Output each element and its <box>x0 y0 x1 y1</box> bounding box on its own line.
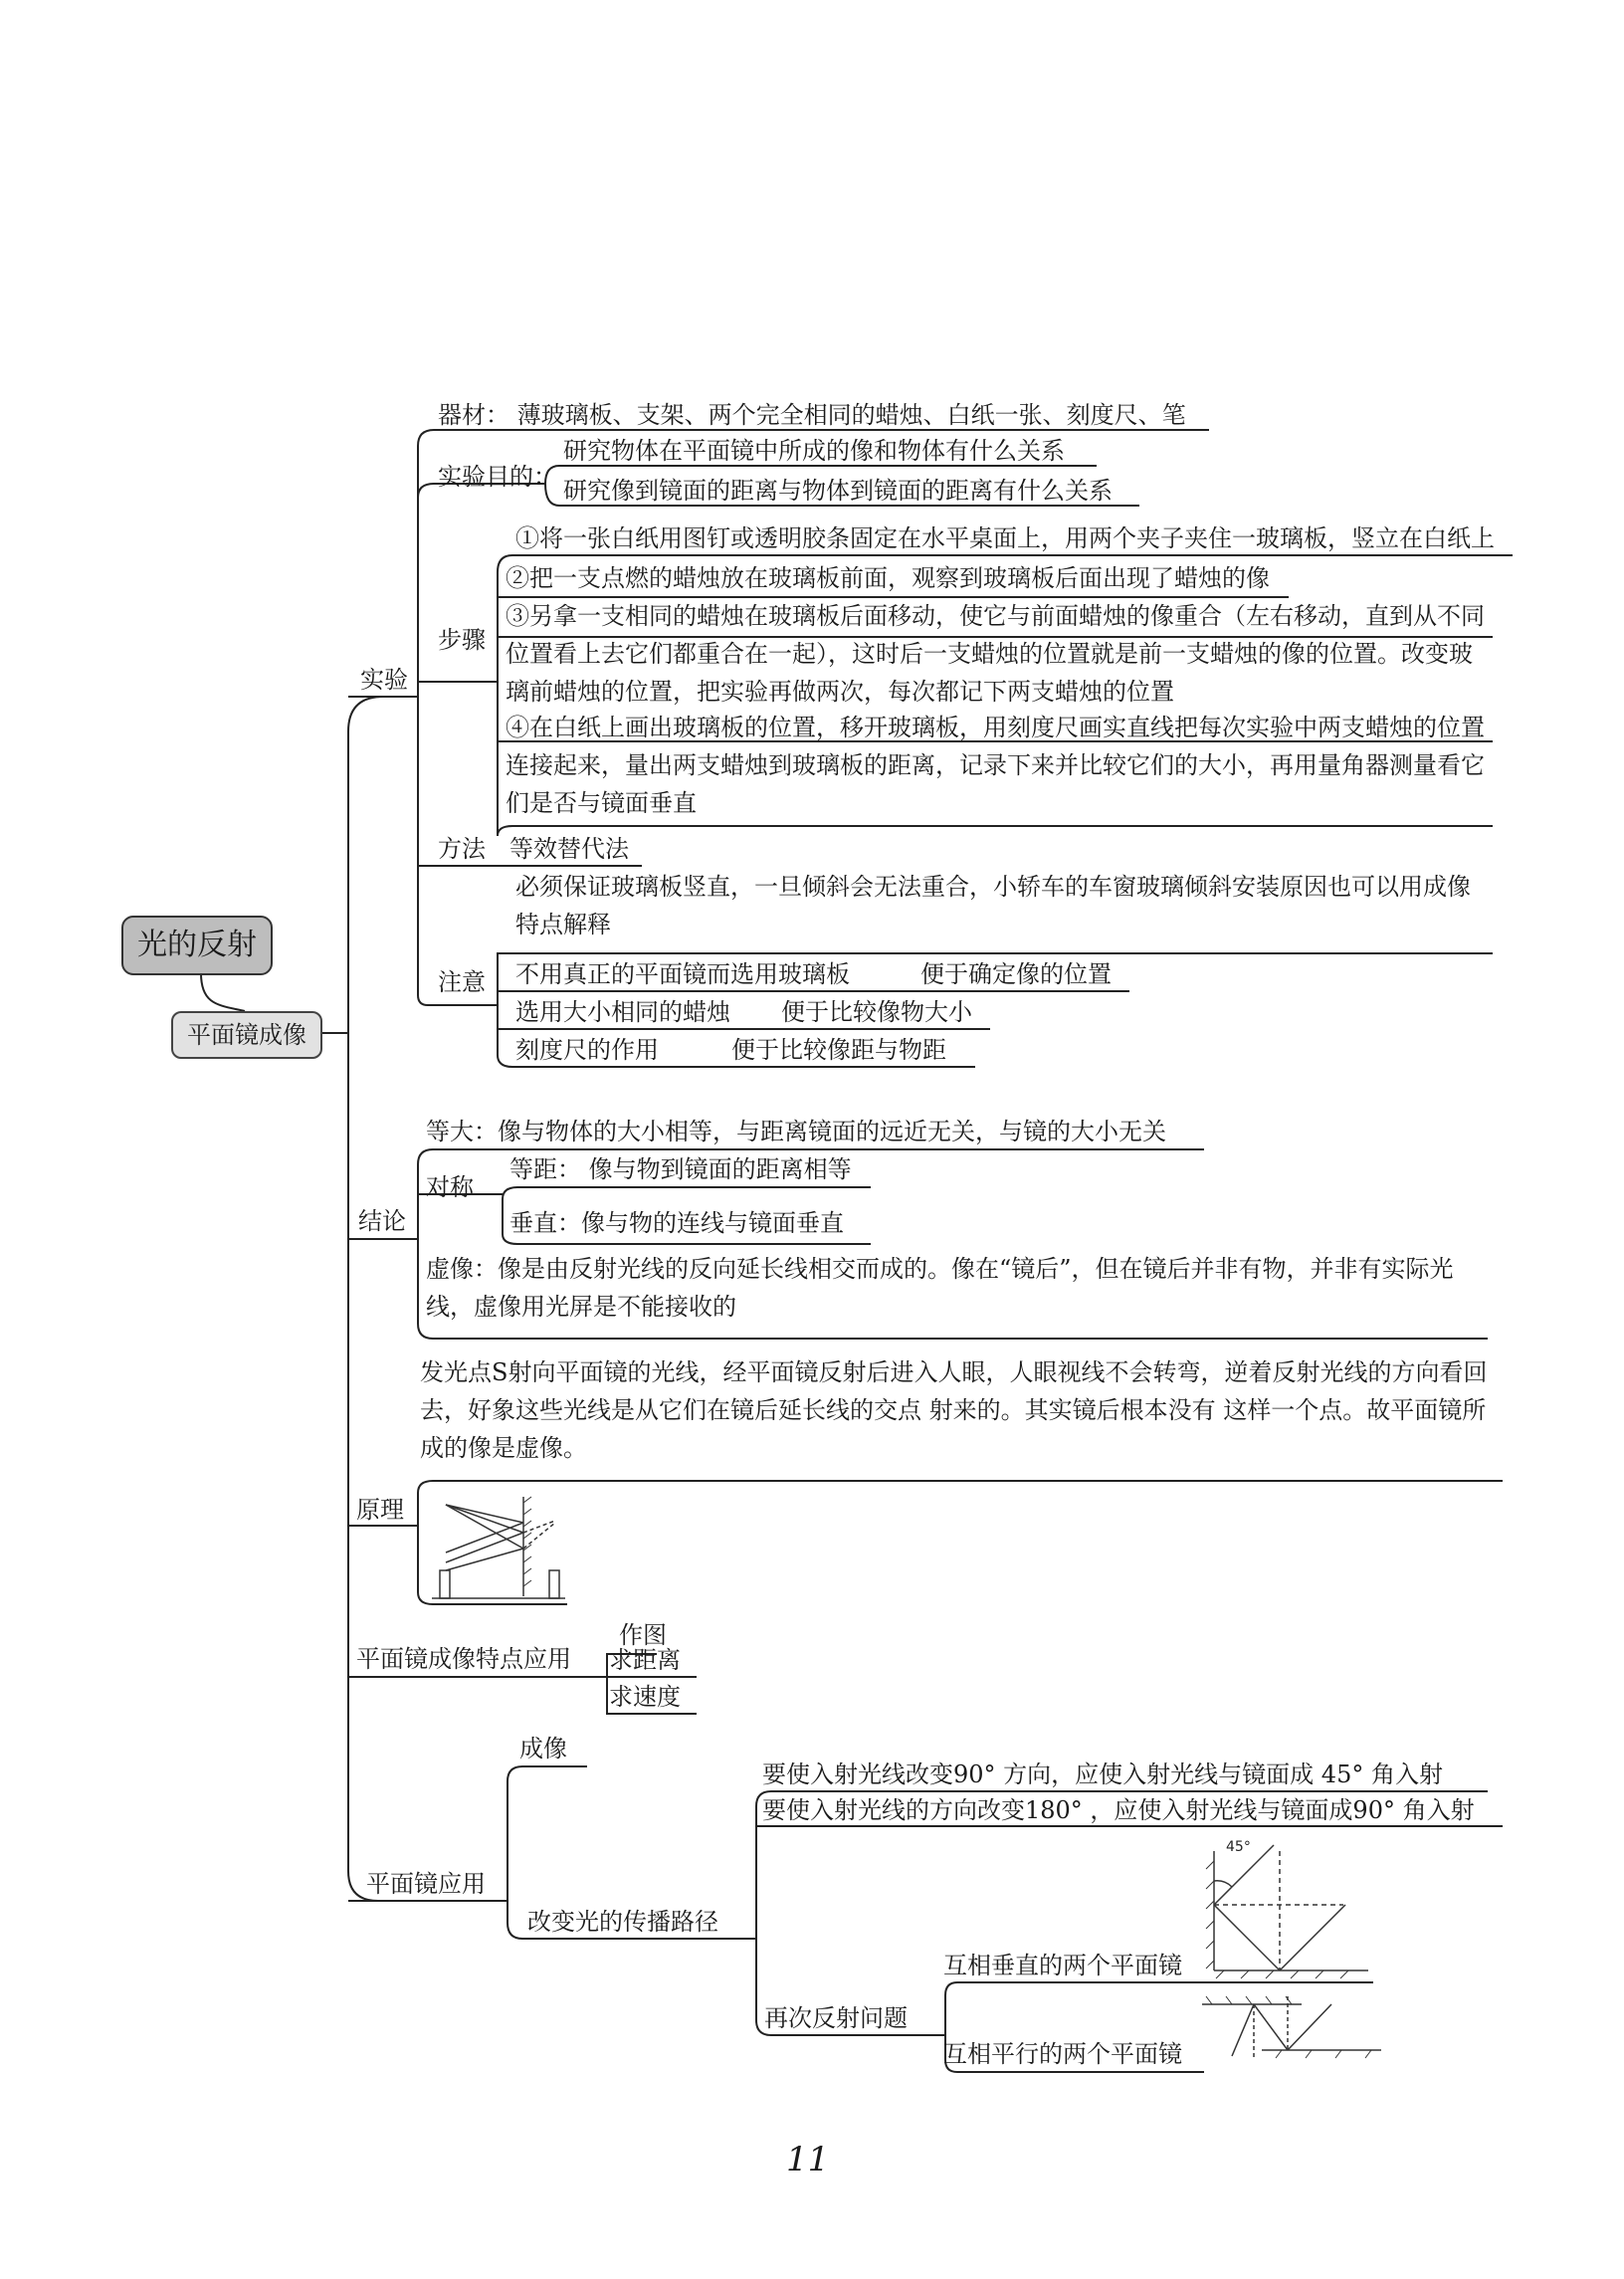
branch-experiment: 实验 <box>360 666 408 694</box>
feature-item: 求速度 <box>609 1683 681 1711</box>
path-item: 要使入射光线的方向改变180° ，应使入射光线与镜面成90° 角入射 <box>762 1796 1475 1824</box>
parallel-mirrors-text: 互相平行的两个平面镜 <box>943 2040 1182 2068</box>
feature-item: 作图 <box>619 1621 667 1649</box>
purpose-item: 研究像到镜面的距离与物体到镜面的距离有什么关系 <box>563 477 1113 505</box>
step-item: ②把一支点燃的蜡烛放在玻璃板前面，观察到玻璃板后面出现了蜡烛的像 <box>506 564 1270 592</box>
equipment-text: 器材： 薄玻璃板、支架、两个完全相同的蜡烛、白纸一张、刻度尺、笔 <box>438 401 1186 429</box>
step-item: ①将一张白纸用图钉或透明胶条固定在水平桌面上，用两个夹子夹住一玻璃板，竖立在白纸上 <box>515 524 1495 552</box>
method-text: 等效替代法 <box>509 835 629 863</box>
notes-label: 注意 <box>438 968 486 996</box>
step-item: ④在白纸上画出玻璃板的位置，移开玻璃板，用刻度尺画实直线把每次实验中两支蜡烛的位置连接起来，量出两支蜡烛到玻璃板的距离，记录下来并比较它们的大小，再用量角器测量看它们是否与镜面垂直 <box>506 714 1485 817</box>
root-node: 光的反射 <box>121 916 273 975</box>
branch-mirror-application: 平面镜应用 <box>366 1870 486 1898</box>
principle-figure <box>426 1493 565 1602</box>
perpendicular-mirrors-figure <box>1204 1831 1373 1980</box>
method-label: 方法 <box>438 835 486 863</box>
imaging-text: 成像 <box>519 1735 567 1762</box>
step-item: ③另拿一支相同的蜡烛在玻璃板后面移动，使它与前面蜡烛的像重合（左右移动，直到从不同位置看上去它们都重合在一起），这时后一支蜡烛的位置就是前一支蜡烛的像的位置。改变玻璃前蜡烛的位置，把实验再做两次，每次都记下两支蜡烛的位置 <box>506 602 1485 706</box>
branch-feature-application: 平面镜成像特点应用 <box>356 1645 571 1673</box>
virtual-image-text: 虚像：像是由反射光线的反向延长线相交而成的。像在“镜后”，但在镜后并非有物，并非有实际光线，虚像用光屏是不能接收的 <box>426 1255 1454 1321</box>
subtopic-node: 平面镜成像 <box>171 1011 322 1059</box>
perpendicular-text: 垂直：像与物的连线与镜面垂直 <box>509 1209 844 1237</box>
note-item-reason: 便于比较像物大小 <box>781 998 972 1026</box>
note-item-reason: 便于确定像的位置 <box>920 960 1112 988</box>
branch-conclusion: 结论 <box>358 1207 406 1235</box>
note-item: 选用大小相同的蜡烛 <box>515 998 730 1026</box>
note-item: 不用真正的平面镜而选用玻璃板 <box>515 960 850 988</box>
branch-principle: 原理 <box>356 1496 404 1524</box>
feature-item: 求距离 <box>609 1646 681 1674</box>
symmetry-label: 对称 <box>426 1173 474 1201</box>
purpose-label: 实验目的： <box>438 463 557 491</box>
perpendicular-mirrors-text: 互相垂直的两个平面镜 <box>943 1952 1182 1979</box>
parallel-mirrors-figure <box>1202 1988 1381 2068</box>
equal-size-text: 等大：像与物体的大小相等，与距离镜面的远近无关，与镜的大小无关 <box>426 1118 1166 1145</box>
note-item: 刻度尺的作用 <box>515 1036 659 1064</box>
again-reflection-label: 再次反射问题 <box>764 2004 908 2032</box>
note-item-reason: 便于比较像距与物距 <box>731 1036 946 1064</box>
principle-text: 发光点S射向平面镜的光线，经平面镜反射后进入人眼，人眼视线不会转弯，逆着反射光线的方向看回去，好象这些光线是从它们在镜后延长线的交点 射来的。其实镜后根本没有 这样一个点。故平面镜所成的像是虚像。 <box>420 1358 1488 1462</box>
path-item: 要使入射光线改变90° 方向，应使入射光线与镜面成 45° 角入射 <box>762 1761 1443 1788</box>
page-number: 11 <box>786 2140 830 2179</box>
note-main: 必须保证玻璃板竖直，一旦倾斜会无法重合，小轿车的车窗玻璃倾斜安装原因也可以用成像特点解释 <box>515 873 1471 938</box>
equal-distance-text: 等距： 像与物到镜面的距离相等 <box>509 1155 852 1183</box>
purpose-item: 研究物体在平面镜中所成的像和物体有什么关系 <box>563 437 1065 465</box>
angle-45-label: 45° <box>1226 1839 1251 1855</box>
steps-label: 步骤 <box>438 626 486 654</box>
change-path-label: 改变光的传播路径 <box>527 1908 718 1936</box>
